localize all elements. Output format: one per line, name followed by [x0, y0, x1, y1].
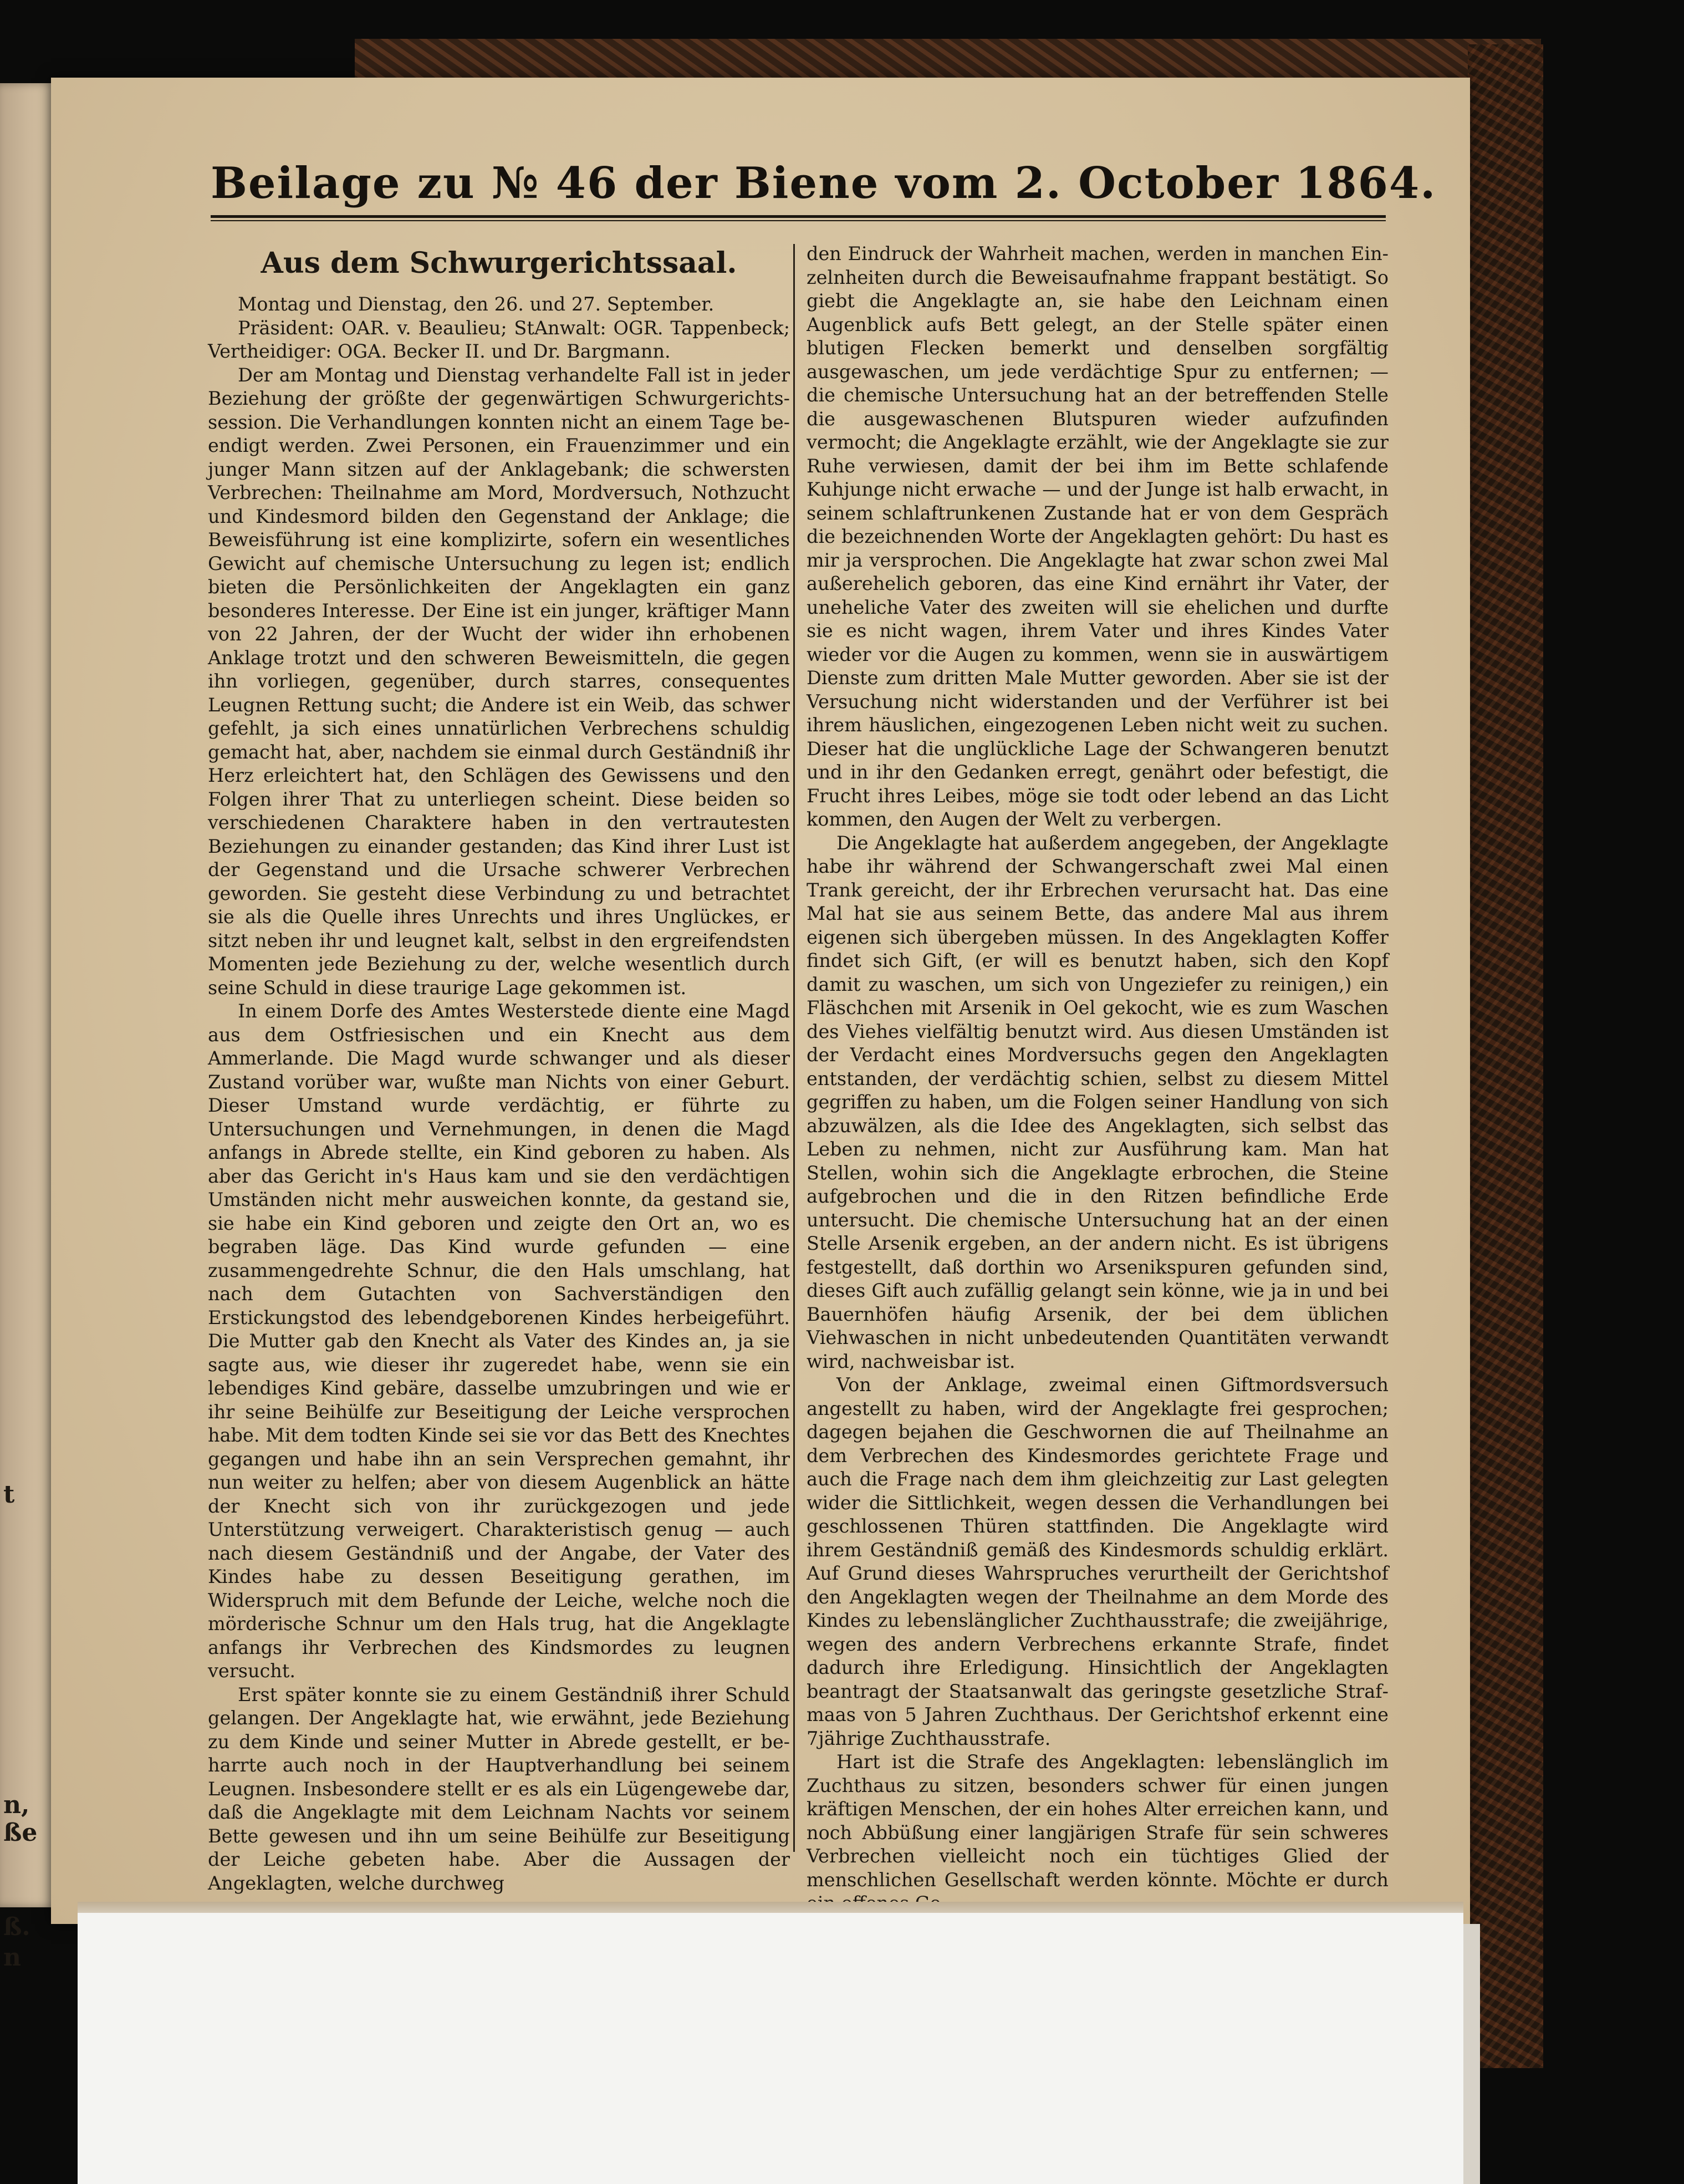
- article-paragraph: Die Angeklagte hat außerdem angegeben, der Angeklagte habe ihr während der Schwangerschaft zwei Mal einen Trank gereicht, der ihr Erbrechen verursacht hat. Das eine Mal hat sie aus seinem Bette, das andere Mal aus ihrem eigenen sich übergeben müssen. In des Angeklagten Koffer findet sich Gift, (er will es benutzt haben, sich den Kopf damit zu waschen, um sich von Ungeziefer zu reinigen,) ein Fläschchen mit Arsenik in Oel gekocht, wie es zum Waschen des Viehes vielfältig benutzt wird. Aus diesen Umständen ist der Verdacht eines Mordversuchs gegen den Angeklagten entstanden, der verdächtig schien, selbst zu diesem Mittel gegriffen zu haben, um die Folgen seiner Handlung von sich abzuwälzen, als die Idee des Angeklagten, sich selbst das Leben zu nehmen, nicht zur Ausführung kam. Man hat Stellen, wohin sich die Angeklagte erbrochen, die Steine aufgebrochen und die in den Ritzen befindliche Erde untersucht. Die chemische Untersuchung hat an der einen Stelle Arsenik ergeben, an der andern nicht. Es ist übrigens festgestellt, daß dorthin wo Arsenikspuren gefunden sind, dieses Gift auch zufällig gelangt sein könne, wie ja in und bei Bauernhöfen häufig Arsenik, der bei dem üblichen Viehwaschen in nicht unbedeutenden Quantitäten verwandt wird, nachweisbar ist.: [807, 832, 1389, 1372]
- article-paragraph: Der am Montag und Dienstag verhandelte Fall ist in jeder Beziehung der größte der gegenwärtigen Schwurgerichtssession. Die Verhandlungen konnten nicht an einem Tage beendigt werden. Zwei Personen, ein Frauenzimmer und ein junger Mann sitzen auf der Anklagebank; die schwersten Verbrechen: Theilnahme am Mord, Mordversuch, Nothzucht und Kindesmord bilden den Gegenstand der Anklage; die Beweisführung ist eine komplizirte, sofern ein wesentliches Gewicht auf chemische Untersuchung zu legen ist; endlich bieten die Persönlichkeiten der Angeklagten ein ganz besonderes Interesse. Der Eine ist ein junger, kräftiger Mann von 22 Jahren, der der Wucht der wider ihn erhobenen Anklage trotzt und den schweren Beweismitteln, die gegen ihn vorliegen, gegenüber, durch starres, consequentes Leugnen Rettung sucht; die Andere ist ein Weib, das schwer gefehlt, ja sich eines unnatürlichen Verbrechens schuldig gemacht hat, aber, nachdem sie einmal durch Geständniß ihr Herz erleichtert hat, den Schlägen des Gewissens und den Folgen ihrer That zu unterliegen scheint. Diese beiden so verschiedenen Charaktere haben in den vertrautesten Beziehungen zu einander gestanden; das Kind ihrer Lust ist der Gegenstand und die Ursache schwerer Verbrechen geworden. Sie gesteht diese Verbindung zu und betrachtet sie als die Quelle ihres Unrechts und ihres Unglückes, er sitzt neben ihr und leugnet kalt, selbst in den ergreifendsten Momenten jede Beziehung zu der, welche wesentlich durch seine Schuld in diese traurige Lage gekommen ist.: [208, 364, 790, 999]
- article-paragraph: Hart ist die Strafe des Angeklagten: lebenslänglich im Zuchthaus zu sitzen, besonders schwer für einen jungen kräftigen Menschen, der ein hohes Alter erreichen kann, und noch Abbüßung einer langjärigen Strafe für sein schweres Verbrechen vielleicht noch ein tüchtiges Glied der menschlichen Gesellschaft werden könnte. Möchte er durch: [807, 1751, 1389, 1891]
- article-paragraph: Von der Anklage, zweimal einen Giftmordsversuch angestellt zu haben, wird der Angeklagte frei gesprochen; dagegen bejahen die Geschwornen die auf Theilnahme an dem Verbrechen des Kindesmordes gerichtete Frage und auch die Frage nach dem ihm gleichzeitig zur Last gelegten wider die Sittlichkeit, wegen dessen die Verhandlungen bei geschlossenen Thüren stattfinden. Die Angeklagte wird ihrem Geständniß gemäß des Kindesmords schuldig erklärt. Auf Grund dieses Wahrspruches verurtheilt der Gerichtshof den Angeklagten wegen der Theilnahme an dem Morde des Kindes zu lebenslänglicher Zuchthausstrafe; die zweijährige, wegen des andern Verbrechens erkannte Strafe, findet dadurch ihre Erledigung. Hinsichtlich der Angeklagten beantragt der Staatsanwalt das geringste gesetzliche Strafmaas von 5 Jahren Zuchthaus. Der Gerichtshof erkennt eine 7jährige Zuchthausstrafe.: [807, 1374, 1389, 1749]
- article-paragraph: In einem Dorfe des Amtes Westerstede diente eine Magd aus dem Ostfriesischen und ein Knecht aus dem Ammerlande. Die Magd wurde schwanger und als dieser Zustand vorüber war, wußte man Nichts von einer Geburt. Dieser Umstand wurde verdächtig, er führte zu Untersuchungen und Vernehmungen, in denen die Magd anfangs in Abrede stellte, ein Kind geboren zu haben. Als aber das Gericht in's Haus kam und sie den verdächtigen Umständen nicht mehr ausweichen konnte, da gestand sie, sie habe ein Kind geboren und zeigte den Ort an, wo es begraben läge. Das Kind wurde gefunden — eine zusammengedrehte Schnur, die den Hals umschlang, hat nach dem Gutachten von Sachverständigen den Erstickungstod des lebendgeborenen Kindes herbeigeführt. Die Mutter gab den Knecht als Vater des Kindes an, ja sie sagte aus, wie dieser ihr zugeredet habe, wenn sie ein lebendiges Kind gebäre, dasselbe umzubringen und wie er ihr seine Beihülfe zur Beseitigung der Leiche versprochen habe. Mit dem todten Kinde sei sie vor das Bett des Knechtes gegangen und habe ihn an sein Versprechen gemahnt, ihr nun weiter zu helfen; aber von diesem Augenblick an hätte der Knecht sich von ihr zurückgezogen und jede Unterstützung verweigert. Charakteristisch genug — auch nach diesem Geständniß und der Angabe, der Vater des Kindes habe zu dessen Beseitigung gerathen, im Widerspruch mit dem Befunde der Leiche, welche noch die mörderische Schnur um den Hals trug, hat die Angeklagte anfangs ihr Verbrechen des Kindsmordes zu leugnen versucht.: [208, 1000, 790, 1682]
- adjacent-page-strip: [0, 83, 57, 1972]
- article-paragraph: den Eindruck der Wahrheit machen, werden in manchen Einzelnheiten durch die Beweisaufnahme frappant bestätigt. So giebt die Angeklagte an, sie habe den Leichnam einen Augenblick aufs Bett gelegt, an der Stelle später einen blutigen Flecken bemerkt und denselben sorgfältig ausgewaschen, um jede verdächtige Spur zu entfernen; — die chemische Untersuchung hat an der betreffenden Stelle die ausgewaschenen Blutspuren wieder aufzufinden vermocht; die Angeklagte erzählt, wie der Angeklagte sie zur Ruhe verwiesen, damit der bei ihm im Bette schlafende Kuhjunge nicht erwache — und der Junge ist halb erwacht, in seinem schlaftrunkenen Zustande hat er von dem Gespräch die bezeichnenden Worte der Angeklagten gehört: Du hast es mir ja versprochen. Die Angeklagte hat zwar schon zwei Mal außerehelich geboren, das eine Kind ernährt ihr Vater, der uneheliche Vater des zweiten will sie ehelichen und durfte sie es nicht wagen, ihrem Vater und ihres Kindes Vater wieder vor die Augen zu kommen, wenn sie in auswärtigem Dienste zum dritten Male Mutter geworden. Aber sie ist der Versuchung nicht widerstanden und der Verführer ist bei ihrem häuslichen, eingezogenen Leben nicht weit zu suchen. Dieser hat die unglückliche Lage der Schwangeren benutzt und in ihr den Gedanken erregt, genährt oder befestigt, die Frucht ihres Leibes, möge sie todt oder lebend an das Licht kommen, den Augen der Welt zu verbergen.: [807, 243, 1389, 830]
- masthead-rule-thin: [211, 220, 1386, 221]
- adjacent-page-fragment: n: [3, 1943, 21, 1972]
- white-backing-sheet: [78, 1913, 1463, 2184]
- binding-marble-edge: [1468, 44, 1543, 2068]
- article-column-right: [807, 242, 1389, 1916]
- adjacent-page-fragment: n,: [3, 1791, 30, 1819]
- column-divider: [793, 244, 795, 1852]
- article-title: Aus dem Schwurgerichtssaal.: [261, 246, 737, 280]
- article-paragraph: Erst später konnte sie zu einem Geständniß ihrer Schuld gelangen. Der Angeklagte hat, wie erwähnt, jede Beziehung zu dem Kinde und seiner Mutter in Abrede gestellt, er beharrte auch noch in der Hauptverhandlung bei seinem Leugnen. Insbesondere stellt er es als ein Lügengewebe dar, daß die Angeklagte mit dem Leichnam Nachts vor seinem Bette gewesen und ihn um seine Beihülfe zur Beseitigung der Leiche gebeten habe. Aber die Aussagen der Angeklagten, welche durchweg: [208, 1683, 790, 1894]
- adjacent-page-fragment: ß.: [3, 1913, 30, 1941]
- article-column-left: [208, 244, 790, 1895]
- adjacent-page-fragment: t: [3, 1480, 15, 1509]
- backing-strip: [1463, 1924, 1480, 2184]
- adjacent-page-fragment: ße: [3, 1819, 38, 1847]
- masthead-title: Beilage zu № 46 der Biene vom 2. October 1864.: [211, 157, 1437, 208]
- masthead-rule: [211, 215, 1386, 218]
- court-composition: Präsident: OAR. v. Beaulieu; StAnwalt: OGR. Tappenbeck; Vertheidiger: OGA. Becker II. und Dr. Bargmann.: [208, 317, 790, 362]
- article-dateline: Montag und Dienstag, den 26. und 27. September.: [238, 293, 715, 315]
